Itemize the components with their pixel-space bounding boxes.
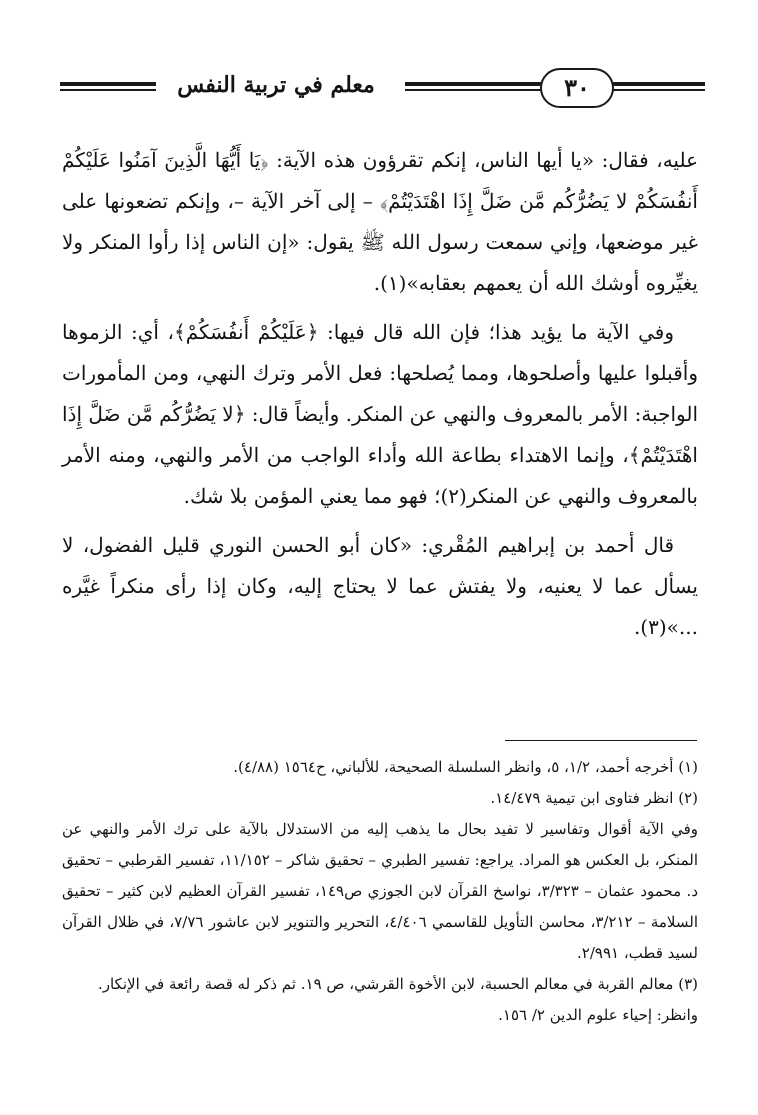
footnote-2-detail: وفي الآية أقوال وتفاسير لا تفيد بحال ما يذهب إليه من الاستدلال بالآية على ترك الأمر والنهي عن المنكر، بل العكس هو المراد. يراجع: تفسير الطبري – تحقيق شاكر – ١١/١٥٢، تفسير القرطبي – تحقيق د. محمود عثمان – ٣/٣٢٣، نواسخ القرآن لابن الجوزي ص١٤٩، تفسير القرآن العظيم لابن كثير – تحقيق السلامة – ٣/٢١٢، محاسن التأويل للقاسمي ٤/٤٠٦، التحرير والتنوير لابن عاشور ٧/٧٦، في ظلال القرآن لسيد قطب، ٢/٩٩١. — [62, 820, 699, 962]
footnotes — [62, 752, 698, 1031]
footnote-3: (٣) معالم القربة في معالم الحسبة، لابن الأخوة القرشي، ص ١٩. ثم ذكر له قصة رائعة في الإنكار. — [97, 975, 698, 993]
footnote-1: (١) أخرجه أحمد، ١/٢، ٥، وانظر السلسلة الصحيحة، للألباني، ح١٥٦٤ (٤/٨٨). — [233, 758, 698, 776]
footnote-separator — [505, 740, 697, 741]
footnote-2: (٢) انظر فتاوى ابن تيمية ١٤/٤٧٩. — [490, 789, 698, 807]
main-text — [62, 140, 698, 656]
footnote-3-more: وانظر: إحياء علوم الدين ٢/ ١٥٦. — [498, 1006, 698, 1024]
paragraph: قال أحمد بن إبراهيم المُقْري: «كان أبو الحسن النوري قليل الفضول، لا يسأل عما لا يعنيه، ولا يفتش عما لا يحتاج إليه، وكان إذا رأى منكراً غيَّره ...»(٣). — [62, 533, 698, 639]
paragraph: وفي الآية ما يؤيد هذا؛ فإن الله قال فيها: ﴿عَلَيْكُمْ أَنفُسَكُمْ﴾، أي: الزموها وأقبلوا عليها وأصلحوها، ومما يُصلحها: فعل الأمر وترك النهي، ومن المأمورات الواجبة: الأمر بالمعروف والنهي عن المنكر. وأيضاً قال: ﴿لا يَضُرُّكُم مَّن ضَلَّ إِذَا اهْتَدَيْتُمْ﴾، وإنما الاهتداء بطاعة الله وأداء الواجب من الأمر والنهي، ومنه الأمر بالمعروف والنهي عن المنكر(٢)؛ فهو مما يعني المؤمن بلا شك. — [62, 320, 698, 508]
header-left-rule — [60, 82, 156, 91]
page-header — [60, 68, 700, 112]
running-title: معلم في تربية النفس — [177, 72, 375, 98]
page-number: ٣٠ — [540, 68, 614, 108]
paragraph: عليه، فقال: «يا أيها الناس، إنكم تقرؤون هذه الآية: ﴿يَا أَيُّهَا الَّذِينَ آمَنُوا عَلَيْكُمْ أَنفُسَكُمْ لا يَضُرُّكُم مَّن ضَلَّ إِذَا اهْتَدَيْتُمْ﴾ – إلى آخر الآية –، وإنكم تضعونها على غير موضعها، وإني سمعت رسول الله ﷺ يقول: «إن الناس إذا رأوا المنكر ولا يغيِّروه أوشك الله أن يعمهم بعقابه»(١). — [62, 148, 698, 295]
